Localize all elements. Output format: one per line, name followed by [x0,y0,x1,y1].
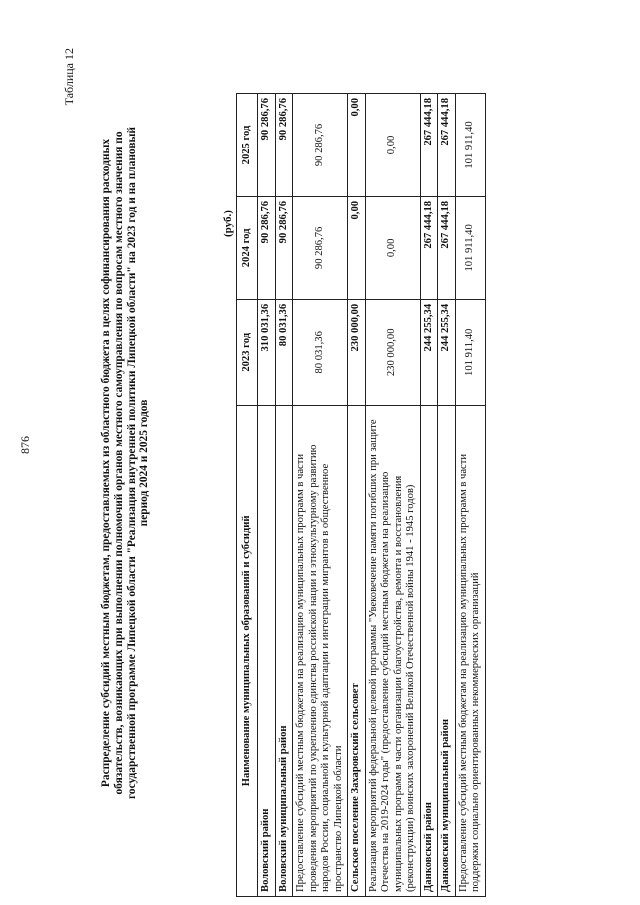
row-2023: 244 255,34 [438,299,456,405]
row-2024: 90 286,76 [293,196,348,299]
table-row [293,94,348,897]
row-2025: 267 444,18 [438,94,456,197]
row-2025: 90 286,76 [293,94,348,197]
row-2024: 267 444,18 [420,196,438,299]
row-name: Данковский муниципальный район [438,405,456,896]
table-row [455,94,485,897]
row-2023: 101 911,40 [455,299,485,405]
table-row [438,94,456,897]
row-name: Предоставление субсидий местным бюджетам на реализацию муниципальных программ в части проведения мероприятий по укреплению единства российской нации и этнокультурному развитию народов России, социальной и культурной адаптации и интеграции мигрантов в общественное пространство Липецкой области [293,405,348,896]
row-2023: 80 031,36 [293,299,348,405]
row-2024: 267 444,18 [438,196,456,299]
table-row [348,94,366,897]
row-2025: 0,00 [348,94,366,197]
row-2025: 0,00 [365,94,420,197]
unit-label: (руб.) [222,210,234,237]
row-2024: 90 286,76 [275,196,293,299]
table-row [275,94,293,897]
row-2024: 0,00 [365,196,420,299]
row-2024: 90 286,76 [258,196,276,299]
row-2025: 101 911,40 [455,94,485,197]
row-name: Воловский муниципальный район [275,405,293,896]
page-number: 876 [18,436,32,454]
table-row [365,94,420,897]
row-2023: 230 000,00 [348,299,366,405]
header-2025: 2025 год [237,94,258,197]
row-2023: 80 031,36 [275,299,293,405]
row-2023: 244 255,34 [420,299,438,405]
table-row [258,94,276,897]
table-row [420,94,438,897]
row-name: Воловский район [258,405,276,896]
row-2023: 310 031,36 [258,299,276,405]
row-name: Реализация мероприятий федеральной целевой программы "Увековечение памяти погибших при защите Отечества на 2019-2024 годы" (предоставление субсидий местным бюджетам на реализацию муниципальных программ в части организации благоустройства, ремонта и восстановления (реконструкции) воинских захоронений Великой Отечественной войны 1941 - 1945 годов) [365,405,420,896]
table-label: Таблица 12 [62,48,76,106]
row-name: Сельское поселение Захаровский сельсовет [348,405,366,896]
row-name: Предоставление субсидий местным бюджетам на реализацию муниципальных программ в части поддержки социально ориентированных некоммерческих организаций [455,405,485,896]
row-2025: 90 286,76 [258,94,276,197]
row-name: Данковский район [420,405,438,896]
table-header-row [237,94,258,897]
header-2024: 2024 год [237,196,258,299]
row-2024: 0,00 [348,196,366,299]
header-name: Наименование муниципальных образований и субсидий [237,405,258,896]
row-2023: 230 000,00 [365,299,420,405]
row-2025: 90 286,76 [275,94,293,197]
subsidy-table [236,93,486,897]
row-2024: 101 911,40 [455,196,485,299]
document-title: Распределение субсидий местным бюджетам, предоставляемых из областного бюджета в целях софинансирования расходных обязательств, возникающих при выполнении полномочий органов местного самоуправления по вопросам местного значения по государственной программе Липецкой области "Реализация внутренней политики Липецкой области" на 2023 год и на плановый период 2024 и 2025 годов [100,127,151,799]
row-2025: 267 444,18 [420,94,438,197]
header-2023: 2023 год [237,299,258,405]
